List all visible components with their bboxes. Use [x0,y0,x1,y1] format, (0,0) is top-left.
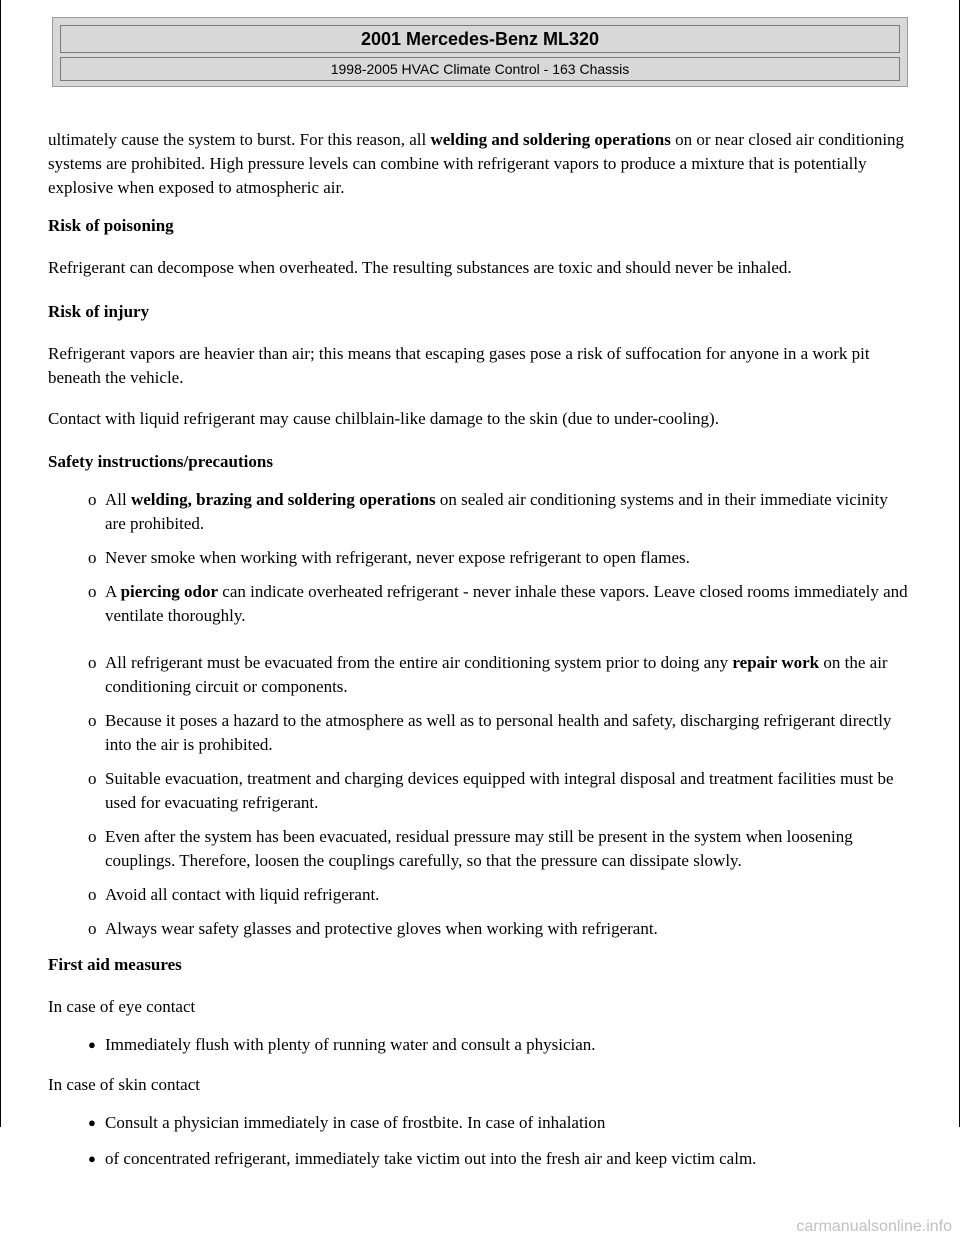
watermark: carmanualsonline.info [796,1218,952,1235]
safety-item [48,883,908,907]
header-title: 2001 Mercedes-Benz ML320 [60,25,900,53]
safety-item [48,917,908,941]
safety-item-emphasis: repair work [732,653,820,672]
first-aid-item [48,1147,908,1171]
eye-contact-label: In case of eye contact [48,997,196,1016]
circle-bullet-icon: o [88,769,97,788]
safety-heading: Safety instructions/precautions [48,452,273,471]
injury-text-1: Refrigerant vapors are heavier than air; this means that escaping gases pose a risk of suffocation for anyone in a work pit beneath the vehicle. [48,344,870,387]
safety-item-text: on sealed air conditioning systems and in their immediate vicinity are prohibited. [105,490,888,533]
skin-contact-list [48,1111,908,1171]
safety-item-text: Even after the system has been evacuated, residual pressure may still be present in the system when loosening couplings. Therefore, loosen the couplings carefully, so that the pressure can dissipate slowly. [105,827,853,870]
document-body [48,125,908,1171]
safety-item-emphasis: piercing odor [120,582,219,601]
safety-item [48,488,908,536]
injury-text-2: Contact with liquid refrigerant may cause chilblain-like damage to the skin (due to under-cooling). [48,409,719,428]
circle-bullet-icon: o [88,548,97,567]
first-aid-item [48,1111,908,1135]
first-aid-item-text: Immediately flush with plenty of running water and consult a physician. [105,1035,596,1054]
header-subtitle: 1998-2005 HVAC Climate Control - 163 Chassis [60,57,900,81]
firstaid-heading: First aid measures [48,955,182,974]
safety-item-text: All refrigerant must be evacuated from the entire air conditioning system prior to doing any [105,653,733,672]
circle-bullet-icon: o [88,919,97,938]
circle-bullet-icon: o [88,653,97,672]
safety-item [48,767,908,815]
document-header [52,17,908,87]
first-aid-item-text: of concentrated refrigerant, immediately take victim out into the fresh air and keep victim calm. [105,1149,757,1168]
safety-item-text: Always wear safety glasses and protective gloves when working with refrigerant. [105,919,658,938]
safety-item-text: Never smoke when working with refrigerant, never expose refrigerant to open flames. [105,548,690,567]
eye-contact-list [48,1033,908,1057]
safety-item-text: Suitable evacuation, treatment and charging devices equipped with integral disposal and treatment facilities must be used for evacuating refrigerant. [105,769,894,812]
safety-item-text: A [105,582,121,601]
safety-item [48,580,908,628]
injury-heading: Risk of injury [48,302,150,321]
intro-paragraph: ultimately cause the system to burst. For this reason, all welding and soldering operations on or near closed air conditioning systems are prohibited. High pressure levels can combine with refrigerant vapors to produce a mixture that is potentially explosive when exposed to atmospheric air. [48,130,905,197]
safety-item-text: All [105,490,131,509]
safety-item-text: Avoid all contact with liquid refrigerant. [105,885,380,904]
poisoning-heading: Risk of poisoning [48,216,174,235]
circle-bullet-icon: o [88,827,97,846]
dot-bullet-icon: ● [88,1151,96,1166]
skin-contact-label: In case of skin contact [48,1075,200,1094]
dot-bullet-icon: ● [88,1115,96,1130]
safety-item [48,825,908,873]
safety-list [48,488,908,941]
safety-item-text: Because it poses a hazard to the atmosphere as well as to personal health and safety, discharging refrigerant directly into the air is prohibited. [105,711,892,754]
safety-item-text: on the air conditioning circuit or components. [105,653,888,696]
poisoning-text: Refrigerant can decompose when overheated. The resulting substances are toxic and should never be inhaled. [48,258,792,277]
circle-bullet-icon: o [88,490,97,509]
circle-bullet-icon: o [88,885,97,904]
safety-item [48,546,908,570]
safety-item-text: can indicate overheated refrigerant - never inhale these vapors. Leave closed rooms immediately and ventilate thoroughly. [105,582,908,625]
circle-bullet-icon: o [88,711,97,730]
safety-item [48,651,908,699]
first-aid-item [48,1033,908,1057]
circle-bullet-icon: o [88,582,97,601]
dot-bullet-icon: ● [88,1037,96,1052]
safety-item [48,709,908,757]
first-aid-item-text: Consult a physician immediately in case of frostbite. In case of inhalation [105,1113,606,1132]
safety-item-emphasis: welding, brazing and soldering operations [130,490,436,509]
